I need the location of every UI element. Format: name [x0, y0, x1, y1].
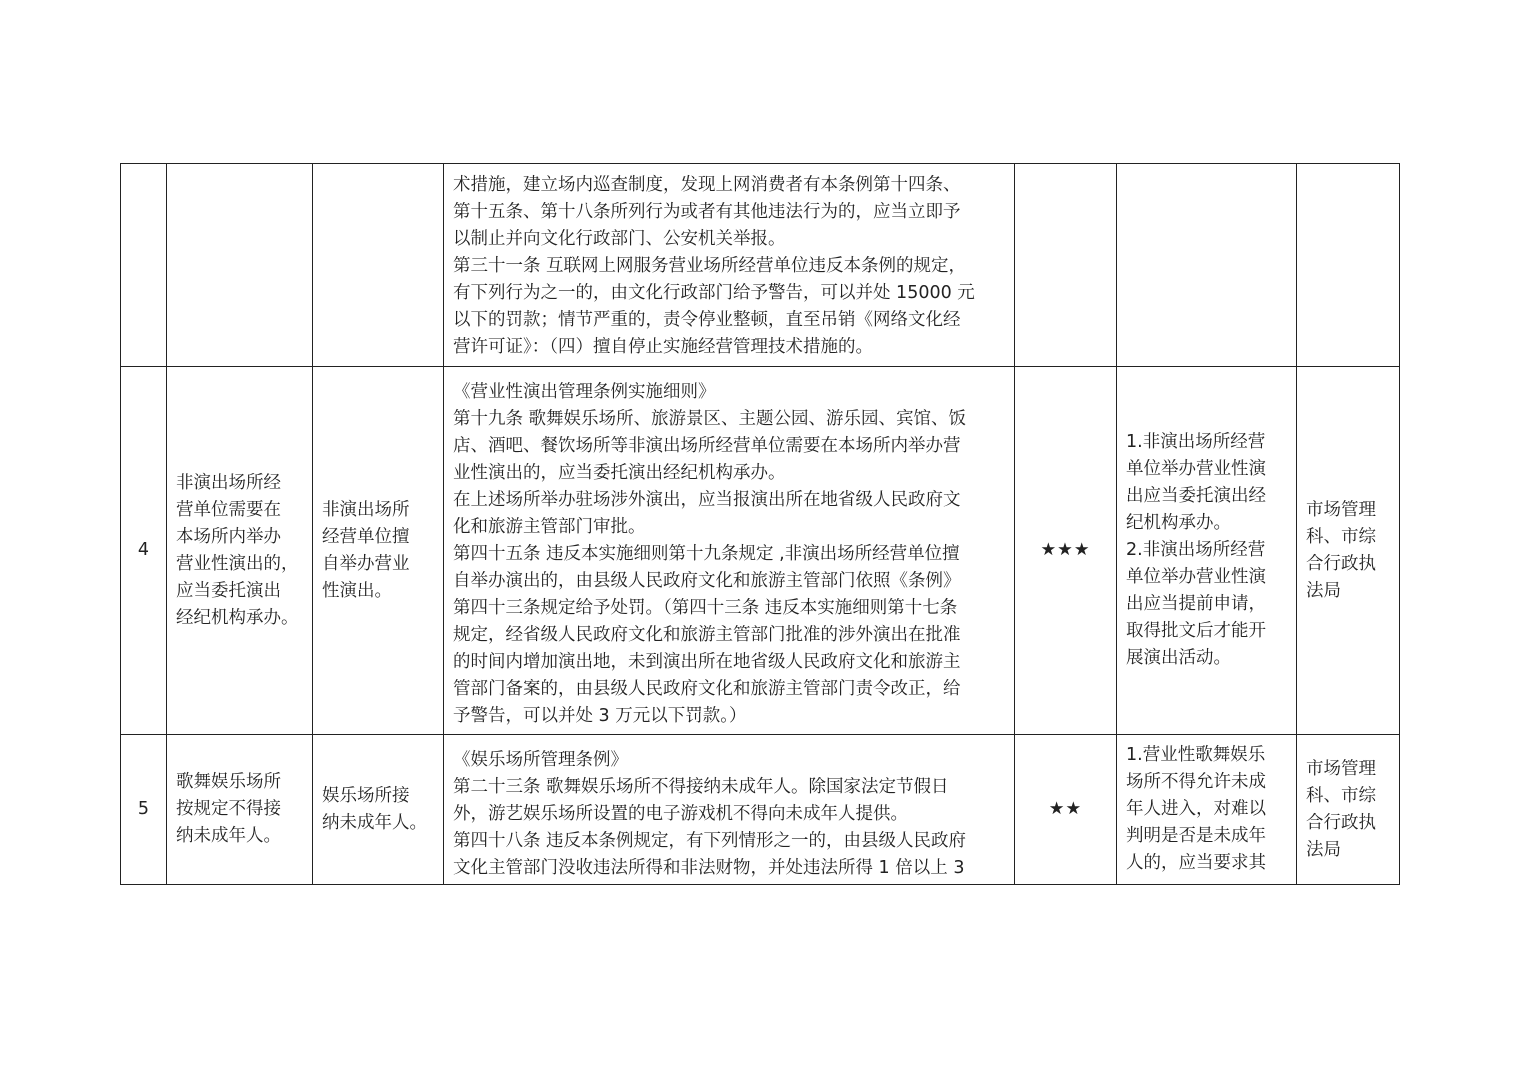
row-number-cell: 4 [121, 367, 167, 735]
row-number-cell: 5 [121, 735, 167, 885]
compliance-guide-line: 出应当提前申请， [1126, 594, 1266, 614]
inspection-item-cell [167, 164, 313, 367]
legal-basis-line: 化和旅游主管部门审批。 [453, 517, 646, 537]
legal-basis-cell [444, 735, 1015, 885]
violation-behavior-cell [313, 367, 444, 735]
responsible-department-line: 市场管理 [1306, 499, 1376, 520]
legal-basis-line: 的时间内增加演出地，未到演出所在地省级人民政府文化和旅游主 [453, 652, 961, 672]
violation-behavior-line: 性演出。 [322, 580, 392, 601]
legal-basis-line: 术措施，建立场内巡查制度，发现上网消费者有本条例第十四条、 [453, 175, 961, 195]
responsible-department-cell [1297, 367, 1400, 735]
compliance-guide-line: 1.营业性歌舞娱乐 [1126, 745, 1266, 765]
legal-basis-line: 第四十八条 违反本条例规定，有下列情形之一的，由县级人民政府 [453, 830, 967, 851]
table-row [121, 367, 1400, 735]
compliance-guide-cell [1117, 735, 1297, 885]
legal-basis-line: 以制止并向文化行政部门、公安机关举报。 [453, 229, 786, 249]
legal-basis-cell [444, 367, 1015, 735]
legal-basis-line: 予警告，可以并处 3 万元以下罚款。） [453, 706, 747, 726]
legal-basis-line: 规定，经省级人民政府文化和旅游主管部门批准的涉外演出在批准 [453, 625, 961, 645]
compliance-guide-line: 年人进入，对难以 [1126, 799, 1266, 819]
legal-basis-line: 店、酒吧、餐饮场所等非演出场所经营单位需要在本场所内举办营 [453, 436, 961, 456]
inspection-item-line: 本场所内举办 [176, 526, 281, 547]
compliance-guide-line: 单位举办营业性演 [1126, 567, 1266, 587]
compliance-guide-line: 1.非演出场所经营 [1126, 432, 1266, 452]
violation-behavior-cell [313, 164, 444, 367]
legal-basis-line: 以下的罚款；情节严重的，责令停业整顿，直至吊销《网络文化经 [453, 310, 961, 330]
compliance-guide-cell [1117, 164, 1297, 367]
inspection-item-line: 纳未成年人。 [176, 826, 281, 846]
inspection-item-cell [167, 367, 313, 735]
row-number-cell [121, 164, 167, 367]
compliance-guide-cell [1117, 367, 1297, 735]
inspection-item-line: 非演出场所经 [176, 472, 281, 493]
inspection-item-line: 营业性演出的， [176, 553, 299, 574]
violation-behavior-line: 经营单位擅 [322, 526, 410, 547]
legal-basis-line: 第三十一条 互联网上网服务营业场所经营单位违反本条例的规定， [453, 256, 967, 276]
compliance-guide-line: 判明是否是未成年 [1126, 826, 1266, 846]
legal-basis-line: 第十九条 歌舞娱乐场所、旅游景区、主题公园、游乐园、宾馆、饭 [453, 409, 967, 429]
inspection-item-line: 经纪机构承办。 [176, 607, 299, 628]
responsible-department-line: 合行政执 [1306, 553, 1376, 574]
compliance-guide-line: 出应当委托演出经 [1126, 486, 1266, 506]
violation-behavior-line: 自举办营业 [322, 553, 410, 574]
violation-behavior-line: 纳未成年人。 [322, 812, 427, 833]
inspection-item-line: 歌舞娱乐场所 [176, 772, 281, 792]
legal-basis-line: 营许可证》：（四）擅自停止实施经营管理技术措施的。 [453, 337, 873, 357]
risk-level-cell [1015, 164, 1117, 367]
responsible-department-cell [1297, 735, 1400, 885]
compliance-guide-line: 场所不得允许未成 [1126, 772, 1266, 792]
inspection-item-line: 应当委托演出 [176, 580, 281, 601]
legal-basis-line: 外，游艺娱乐场所设置的电子游戏机不得向未成年人提供。 [453, 803, 908, 824]
legal-basis-line: 有下列行为之一的，由文化行政部门给予警告，可以并处 15000 元 [453, 283, 975, 303]
responsible-department-line: 科、市综 [1306, 785, 1376, 806]
risk-level-cell: ★★★ [1015, 367, 1117, 735]
legal-basis-line: 业性演出的，应当委托演出经纪机构承办。 [453, 463, 786, 483]
violation-behavior-line: 非演出场所 [322, 499, 410, 520]
legal-basis-line: 文化主管部门没收违法所得和非法财物，并处违法所得 1 倍以上 3 [453, 857, 965, 878]
regulation-table [120, 163, 1400, 885]
risk-level-cell: ★★ [1015, 735, 1117, 885]
responsible-department-cell [1297, 164, 1400, 367]
compliance-guide-line: 人的，应当要求其 [1126, 853, 1266, 873]
table-body [121, 164, 1400, 885]
table-row [121, 164, 1400, 367]
legal-basis-line: 第十五条、第十八条所列行为或者有其他违法行为的，应当立即予 [453, 202, 961, 222]
legal-basis-line: 第四十三条规定给予处罚。（第四十三条 违反本实施细则第十七条 [453, 598, 958, 618]
responsible-department-line: 法局 [1306, 580, 1341, 601]
responsible-department-line: 法局 [1306, 839, 1341, 860]
table-row [121, 735, 1400, 885]
inspection-item-line: 按规定不得接 [176, 799, 281, 819]
compliance-guide-line: 2.非演出场所经营 [1126, 540, 1266, 560]
legal-basis-cell [444, 164, 1015, 367]
legal-basis-line: 《娱乐场所管理条例》 [453, 749, 628, 770]
compliance-guide-line: 展演出活动。 [1126, 648, 1231, 668]
legal-basis-line: 在上述场所举办驻场涉外演出，应当报演出所在地省级人民政府文 [453, 490, 961, 510]
compliance-guide-line: 单位举办营业性演 [1126, 459, 1266, 479]
legal-basis-line: 第二十三条 歌舞娱乐场所不得接纳未成年人。除国家法定节假日 [453, 776, 949, 797]
legal-basis-line: 管部门备案的，由县级人民政府文化和旅游主管部门责令改正，给 [453, 679, 961, 699]
legal-basis-line: 自举办演出的，由县级人民政府文化和旅游主管部门依照《条例》 [453, 571, 961, 591]
legal-basis-line: 第四十五条 违反本实施细则第十九条规定 ,非演出场所经营单位擅 [453, 544, 960, 564]
violation-behavior-cell [313, 735, 444, 885]
violation-behavior-line: 娱乐场所接 [322, 785, 410, 806]
responsible-department-line: 市场管理 [1306, 758, 1376, 779]
compliance-guide-line: 纪机构承办。 [1126, 513, 1231, 533]
responsible-department-line: 合行政执 [1306, 812, 1376, 833]
inspection-item-line: 营单位需要在 [176, 499, 281, 520]
inspection-item-cell [167, 735, 313, 885]
compliance-guide-line: 取得批文后才能开 [1126, 621, 1266, 641]
legal-basis-line: 《营业性演出管理条例实施细则》 [453, 382, 716, 402]
responsible-department-line: 科、市综 [1306, 526, 1376, 547]
